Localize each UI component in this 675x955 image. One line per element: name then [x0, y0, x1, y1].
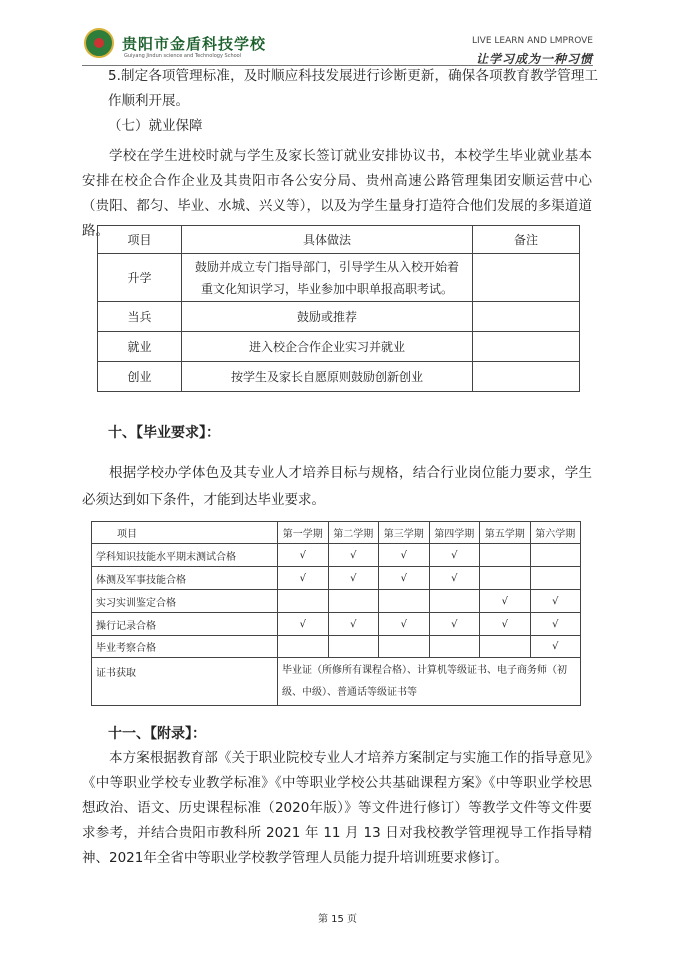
check-mark — [429, 590, 480, 613]
table1-header: 项目 — [98, 226, 182, 254]
table1-note — [473, 332, 580, 362]
check-mark — [379, 590, 430, 613]
table1-item: 就业 — [98, 332, 182, 362]
table1-method: 进入校企合作企业实习并就业 — [182, 332, 473, 362]
table-row — [98, 332, 580, 362]
table1-item: 创业 — [98, 362, 182, 392]
check-mark — [480, 567, 531, 590]
check-mark — [480, 636, 531, 658]
school-logo — [84, 28, 114, 58]
check-mark — [278, 636, 329, 658]
check-mark: √ — [379, 613, 430, 636]
table1-item: 升学 — [98, 254, 182, 302]
school-name-en: Guiyang Jindun science and Technology School — [124, 53, 242, 59]
table2-header: 项目 — [92, 522, 278, 544]
table1-header: 具体做法 — [182, 226, 473, 254]
table1-method: 鼓励并成立专门指导部门，引导学生从入校开始着重文化知识学习，毕业参加中职单报高职考试。 — [182, 254, 473, 302]
table1-item: 当兵 — [98, 302, 182, 332]
table2-header: 第二学期 — [328, 522, 379, 544]
table1-method: 鼓励或推荐 — [182, 302, 473, 332]
page-number: 第 15 页 — [317, 914, 358, 925]
check-mark: √ — [480, 613, 531, 636]
table2-header: 第三学期 — [379, 522, 430, 544]
table-row — [92, 544, 581, 567]
table-row — [92, 590, 581, 613]
check-mark — [480, 544, 531, 567]
table-row — [92, 658, 581, 706]
paragraph-2: 学校在学生进校时就与学生及家长签订就业安排协议书，本校学生毕业就业基本安排在校企合作企业及其贵阳市各公安分局、贵州高速公路管理集团安顺运营中心（贵阳、都匀、毕业、水城、兴义等），以及为学生量身打造符合他们发展的多渠道道路。 — [82, 148, 592, 239]
table2-header: 第四学期 — [429, 522, 480, 544]
section-11-title: 十一、【附录】： — [108, 726, 206, 742]
table2-header: 第一学期 — [278, 522, 329, 544]
check-mark — [530, 544, 581, 567]
table-row — [92, 636, 581, 658]
graduation-table — [91, 521, 581, 706]
check-mark: √ — [480, 590, 531, 613]
check-mark — [328, 590, 379, 613]
check-mark — [278, 590, 329, 613]
check-mark: √ — [278, 544, 329, 567]
check-mark: √ — [328, 544, 379, 567]
check-mark: √ — [278, 613, 329, 636]
check-mark — [429, 636, 480, 658]
check-mark — [328, 636, 379, 658]
check-mark: √ — [328, 613, 379, 636]
section-10-title: 十、【毕业要求】： — [108, 425, 220, 441]
check-mark: √ — [379, 544, 430, 567]
table1-header: 备注 — [473, 226, 580, 254]
check-mark — [530, 567, 581, 590]
table-row — [98, 302, 580, 332]
table-row — [98, 254, 580, 302]
table1-note — [473, 362, 580, 392]
check-mark: √ — [530, 613, 581, 636]
paragraph-4: 本方案根据教育部《关于职业院校专业人才培养方案制定与实施工作的指导意见》《中等职业学校专业教学标准》《中等职业学校公共基础课程方案》《中等职业学校思想政治、语文、历史课程标准（2020年版）》等文件进行修订）等教学文件等文件要求参考，并结合贵阳市教科所 2021 年 11 月 13 日对我校教学管理视导工作指导精神、2021年全省中等职业学校教学管理人员能力提升培训班要求修订。 — [82, 750, 592, 866]
table1-method: 按学生及家长自愿原则鼓励创新创业 — [182, 362, 473, 392]
table2-item: 毕业考察合格 — [92, 636, 278, 658]
check-mark: √ — [379, 567, 430, 590]
table2-item: 操行记录合格 — [92, 613, 278, 636]
paragraph-1: 5.制定各项管理标准，及时顺应科技发展进行诊断更新，确保各项教育教学管理工作顺利开展。 — [108, 68, 598, 109]
table1-note — [473, 254, 580, 302]
motto-en: LIVE LEARN AND LMPROVE — [472, 36, 593, 46]
table2-header: 第六学期 — [530, 522, 581, 544]
table2-header: 第五学期 — [480, 522, 531, 544]
check-mark: √ — [429, 567, 480, 590]
check-mark — [379, 636, 430, 658]
table-row — [92, 567, 581, 590]
certificate-text: 毕业证（所修所有课程合格）、计算机等级证书、电子商务师（初级、中级）、普通话等级证书等 — [278, 658, 581, 706]
check-mark: √ — [530, 636, 581, 658]
table-row — [98, 362, 580, 392]
motto-cn: 让学习成为一种习惯 — [475, 52, 593, 66]
table1-note — [473, 302, 580, 332]
table2-item: 证书获取 — [92, 658, 278, 706]
check-mark: √ — [429, 544, 480, 567]
table-row — [92, 613, 581, 636]
employment-table — [97, 225, 580, 392]
check-mark: √ — [429, 613, 480, 636]
section-7-title: （七）就业保障 — [108, 118, 203, 134]
check-mark: √ — [530, 590, 581, 613]
check-mark: √ — [278, 567, 329, 590]
table2-item: 实习实训鉴定合格 — [92, 590, 278, 613]
school-name: 贵阳市金盾科技学校 — [122, 35, 267, 53]
paragraph-3: 根据学校办学体色及其专业人才培养目标与规格，结合行业岗位能力要求，学生必须达到如下条件，才能到达毕业要求。 — [82, 465, 592, 508]
table2-item: 学科知识技能水平期末测试合格 — [92, 544, 278, 567]
check-mark: √ — [328, 567, 379, 590]
table2-item: 体测及军事技能合格 — [92, 567, 278, 590]
